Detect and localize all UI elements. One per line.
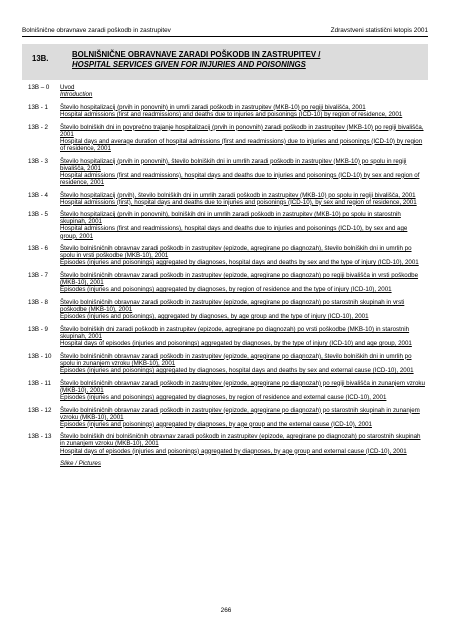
entry-link[interactable]	[60, 326, 426, 347]
entry-title-en[interactable]: Episodes (injuries and poisonings) aggregated by diagnoses, hospital days and deaths by sex and external cause (ICD-10), 2001	[60, 366, 414, 374]
entry-title-en[interactable]: Hospital admissions (first and readmissions), hospital days and deaths due to injuries and poisonings (ICD-10), by sex and age group, 2001	[60, 225, 408, 240]
page-number: 266	[220, 607, 232, 614]
entry-link[interactable]	[60, 353, 426, 374]
entry-code: 13B - 3	[28, 157, 48, 165]
entry-link[interactable]	[60, 211, 426, 239]
entry-title-en[interactable]: Hospital days of episodes (injuries and poisonings) aggregated by diagnoses, by age group and external cause (ICD-10), 2001	[60, 447, 407, 455]
toc-entry	[28, 158, 426, 186]
entry-title-si[interactable]: Število bolnišničnih obravnav zaradi poškodb in zastrupitev (epizode, agregirane po diagnozah) po regiji bivališča in zunanjem vzroku (MKB-10), 2001	[60, 379, 425, 394]
entry-link[interactable]	[60, 380, 426, 401]
entry-title-si[interactable]: Število hospitalizacij (prvih in ponovnih) in umrli zaradi poškodb in zastrupitev (MKB-10) po regiji bivališča, 2001	[60, 103, 366, 111]
entry-title-si[interactable]: Število bolnišničnih obravnav zaradi poškodb in zastrupitev (epizode, agregirane po diagnozah) po starostnih skupinah in zunanjem vzroku (MKB-10), 2001	[60, 406, 420, 421]
entry-title-si[interactable]: Število bolniških dni bolnišničnih obravnav zaradi poškodb in zastrupitev (epizode, agregirane po diagnozah) po starostnih skupinah in zunanjem vzroku (MKB-10), 2001	[60, 433, 421, 448]
entry-code: 13B - 4	[28, 191, 48, 199]
entry-title-en[interactable]: Episodes (injuries and poisonings) aggregated by diagnoses, by age group and the external cause (ICD-10), 2001	[60, 420, 372, 428]
entry-code: 13B – 0	[28, 84, 50, 91]
entry-title-en[interactable]: Hospital admissions (first), hospital days and deaths due to injuries and poisonings (ICD-10), by sex and region of residence, 2001	[60, 198, 417, 206]
toc-entry	[28, 353, 426, 374]
entry-title-en[interactable]: Hospital days and average duration of hospital admissions (first and readmissions) due to injuries and poisonings (ICD-10) by region of residence, 2001	[60, 137, 423, 152]
entry-title-si[interactable]: Število bolniških dni in povprečno trajanje hospitalizacij (prvih in ponovnih) zaradi poškodb in zastrupitev (MKB-10) po regiji bivališča, 2001	[60, 123, 424, 138]
entry-link[interactable]	[60, 433, 426, 454]
toc-entry	[28, 272, 426, 293]
toc-entry	[28, 192, 426, 206]
entry-code: 13B - 8	[28, 299, 48, 306]
entry-title-si[interactable]: Uvod	[60, 84, 75, 91]
toc-entry	[28, 299, 426, 320]
entry-link[interactable]	[60, 299, 426, 320]
entry-code: 13B - 2	[28, 123, 48, 131]
toc-entry	[28, 84, 426, 98]
entry-code: 13B - 6	[28, 245, 48, 253]
entry-code: 13B - 11	[28, 379, 51, 387]
entry-title-si[interactable]: Število bolniških dni zaradi poškodb in zastrupitev (epizode, agregirane po diagnozah) po vrsti poškodbe (MKB-10) in starostnih skupinah, 2001	[60, 325, 410, 340]
entry-link[interactable]	[60, 104, 426, 118]
entry-title-si[interactable]: Število bolnišničnih obravnav zaradi poškodb in zastrupitev (epizode, agregirane po diagnozah), število bolniških dni in umrlih po spolu in zunanjem vzroku (MKB-10), 2001	[60, 352, 412, 367]
running-header	[22, 27, 428, 37]
entry-code: 13B - 13	[28, 433, 52, 441]
entry-link[interactable]	[60, 124, 426, 152]
toc-entry	[28, 433, 426, 454]
chapter-heading	[22, 44, 428, 80]
entry-title-si[interactable]: Število hospitalizacij (prvih), število bolniških dni in umrlih zaradi poškodb in zastrupitev (MKB-10) po spolu in regiji bivališča, 2001	[60, 191, 416, 199]
entry-link[interactable]	[60, 407, 426, 428]
table-of-contents	[28, 84, 426, 467]
entry-code: 13B - 7	[28, 272, 48, 280]
toc-entry	[28, 104, 426, 118]
chapter-number: 13B.	[32, 54, 49, 63]
entry-title-en[interactable]: Episodes (injuries and poisonings), aggregated by diagnoses, by age group and the type of injury (ICD-10), 2001	[60, 313, 369, 321]
entry-code: 13B - 1	[28, 103, 48, 111]
entry-title-si[interactable]: Število hospitalizacij (prvih in ponovnih), število bolniških dni in umrlih zaradi poškodb in zastrupitev (MKB-10) po spolu in regiji bivališča, 2001	[60, 157, 407, 172]
entry-code: 13B - 9	[28, 325, 48, 333]
entry-link[interactable]	[60, 272, 426, 293]
header-left: Bolnišnične obravnave zaradi poškodb in zastrupitev	[22, 27, 171, 34]
toc-entry	[28, 245, 426, 266]
entry-title-si[interactable]: Število bolnišničnih obravnav zaradi poškodb in zastrupitev (epizode, agregirane po diagnozah) po starostnih skupinah in vrsti poškodbe (MKB-10), 2001	[60, 299, 405, 314]
entry-title-en[interactable]: Episodes (injuries and poisonings) aggregated by diagnoses, by region of residence and the type of injury (ICD-10), 2001	[60, 286, 392, 294]
entry-title-si[interactable]: Število hospitalizacij (prvih in ponovnih), bolniških dni in umrlih zaradi poškodb in zastrupitev (MKB-10) po spolu in starostnih skupinah, 2001	[60, 211, 401, 226]
toc-entry	[28, 124, 426, 152]
entry-title-si[interactable]: Število bolnišničnih obravnav zaradi poškodb in zastrupitev (epizode, agregirane po diagnozah) po regiji bivališča in vrsti poškodbe (MKB-10), 2001	[60, 272, 419, 287]
chapter-title-si[interactable]: BOLNIŠNIČNE OBRAVNAVE ZARADI POŠKODB IN ZASTRUPITEV /	[72, 50, 321, 59]
toc-entry	[28, 407, 426, 428]
chapter-title	[72, 44, 320, 69]
entry-title-en[interactable]: Hospital days of episodes (injuries and poisonings) aggregated by diagnoses, by the type of injury (ICD-10) and age group, 2001	[60, 340, 412, 348]
entry-link[interactable]	[60, 245, 426, 266]
toc-entry	[28, 326, 426, 347]
entry-title-en[interactable]: Episodes (injuries and poisonings) aggregated by diagnoses, by region of residence and external cause (ICD-10), 2001	[60, 393, 387, 401]
entry-link[interactable]	[60, 158, 426, 186]
entry-title-en[interactable]: Episodes (injuries and poisonings) aggregated by diagnoses, hospital days and deaths by sex and the type of injury (ICD-10), 2001	[60, 259, 419, 267]
pictures-link[interactable]: Slike / Pictures	[60, 460, 101, 468]
entry-title-en[interactable]: Hospital admissions (first and readmissions), hospital days and deaths due to injuries and poisonings (ICD-10) by sex and region of residence, 2001	[60, 171, 420, 186]
entry-code: 13B - 12	[28, 406, 52, 414]
entry-code: 13B - 10	[28, 352, 52, 360]
entry-link[interactable]	[60, 84, 426, 98]
entry-title-en[interactable]: Hospital admissions (first and readmissions) and deaths due to injuries and poisonings (ICD-10) by region of residence, 2001	[60, 110, 403, 118]
entry-code: 13B - 5	[28, 211, 48, 219]
toc-entry	[28, 380, 426, 401]
entry-link[interactable]	[60, 192, 426, 206]
entry-title-en[interactable]: Introduction	[60, 91, 93, 99]
entry-title-si[interactable]: Število bolnišničnih obravnav zaradi poškodb in zastrupitev (epizode, agregirane po diagnozah), število bolniških dni in umrlih po spolu in vrsti poškodbe (MKB-10), 2001	[60, 245, 412, 260]
header-right: Zdravstveni statistični letopis 2001	[330, 27, 428, 34]
chapter-title-en[interactable]: HOSPITAL SERVICES GIVEN FOR INJURIES AND POISONINGS	[72, 59, 306, 69]
toc-entry	[28, 211, 426, 239]
